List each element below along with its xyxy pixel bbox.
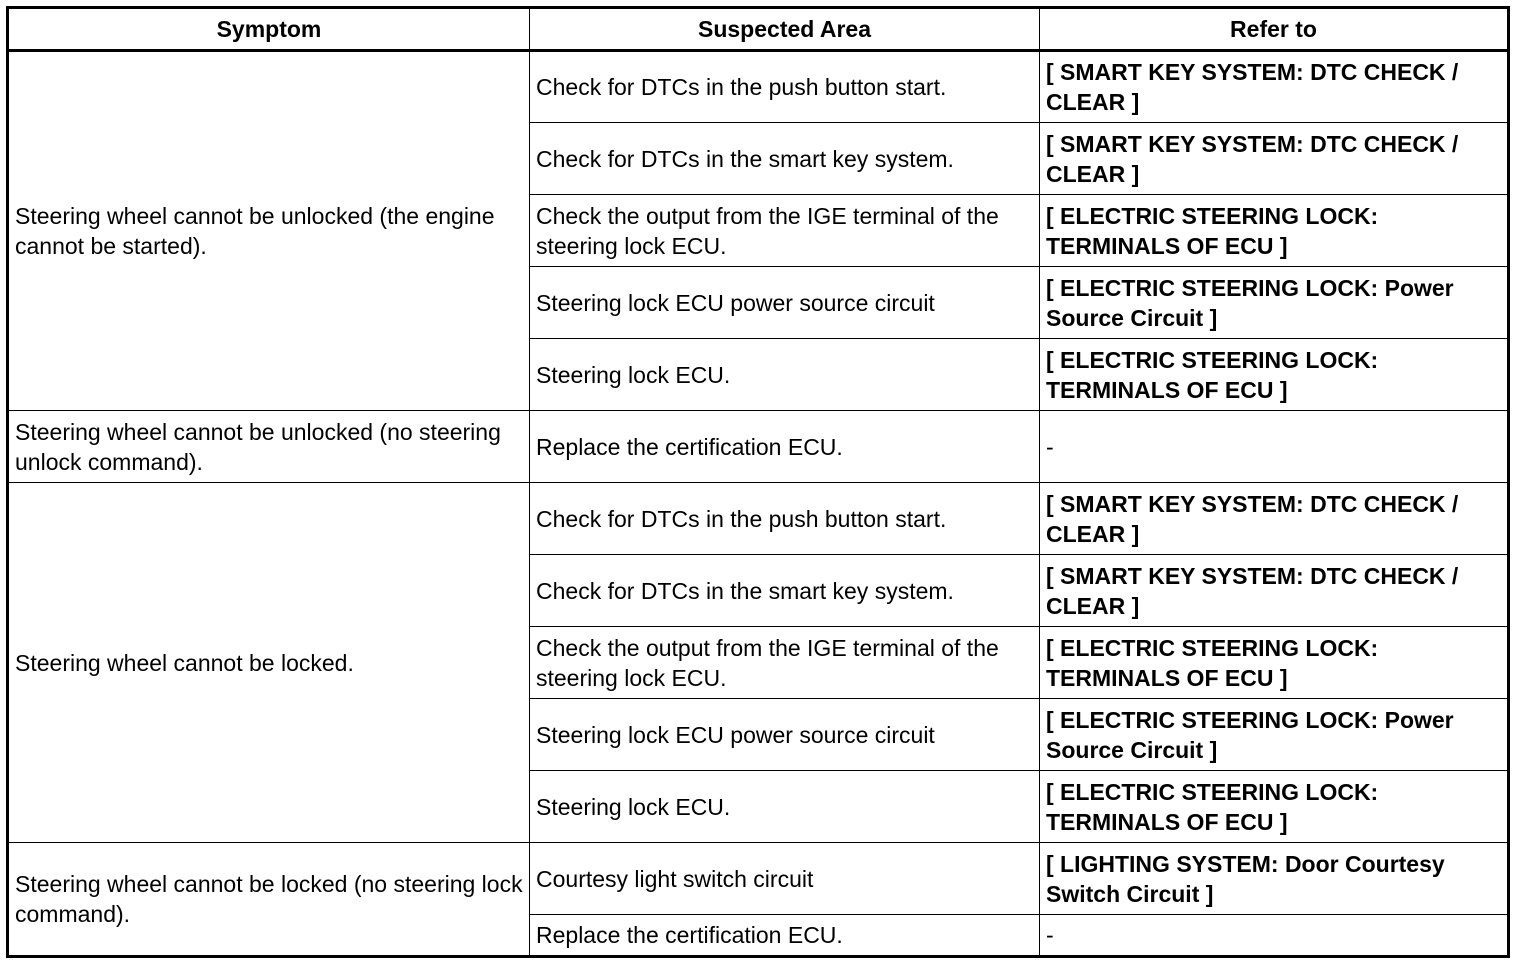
header-row [8, 8, 1509, 51]
refer-to-cell: [ ELECTRIC STEERING LOCK: TERMINALS OF ECU ] [1040, 627, 1509, 699]
suspected-area-cell: Steering lock ECU. [530, 771, 1040, 843]
suspected-area-cell: Steering lock ECU power source circuit [530, 267, 1040, 339]
refer-to-cell: [ LIGHTING SYSTEM: Door Courtesy Switch Circuit ] [1040, 843, 1509, 915]
suspected-area-cell: Steering lock ECU. [530, 339, 1040, 411]
symptom-cell: Steering wheel cannot be locked (no steering lock command). [8, 843, 530, 957]
suspected-area-cell: Check the output from the IGE terminal of the steering lock ECU. [530, 195, 1040, 267]
table-row [8, 411, 1509, 483]
refer-to-cell: [ SMART KEY SYSTEM: DTC CHECK / CLEAR ] [1040, 123, 1509, 195]
suspected-area-cell: Steering lock ECU power source circuit [530, 699, 1040, 771]
symptom-cell: Steering wheel cannot be locked. [8, 483, 530, 843]
refer-to-cell: [ ELECTRIC STEERING LOCK: TERMINALS OF ECU ] [1040, 339, 1509, 411]
suspected-area-cell: Replace the certification ECU. [530, 915, 1040, 957]
header-refer-to: Refer to [1040, 8, 1509, 51]
symptom-cell: Steering wheel cannot be unlocked (no steering unlock command). [8, 411, 530, 483]
symptom-cell: Steering wheel cannot be unlocked (the engine cannot be started). [8, 51, 530, 411]
refer-to-cell: - [1040, 411, 1509, 483]
symptom-table [6, 6, 1510, 958]
suspected-area-cell: Check the output from the IGE terminal of the steering lock ECU. [530, 627, 1040, 699]
suspected-area-cell: Courtesy light switch circuit [530, 843, 1040, 915]
suspected-area-cell: Replace the certification ECU. [530, 411, 1040, 483]
suspected-area-cell: Check for DTCs in the smart key system. [530, 123, 1040, 195]
table-row [8, 843, 1509, 915]
header-symptom: Symptom [8, 8, 530, 51]
suspected-area-cell: Check for DTCs in the smart key system. [530, 555, 1040, 627]
table-row [8, 51, 1509, 123]
refer-to-cell: [ SMART KEY SYSTEM: DTC CHECK / CLEAR ] [1040, 483, 1509, 555]
refer-to-cell: [ ELECTRIC STEERING LOCK: Power Source Circuit ] [1040, 699, 1509, 771]
refer-to-cell: [ ELECTRIC STEERING LOCK: Power Source Circuit ] [1040, 267, 1509, 339]
suspected-area-cell: Check for DTCs in the push button start. [530, 483, 1040, 555]
refer-to-cell: [ SMART KEY SYSTEM: DTC CHECK / CLEAR ] [1040, 51, 1509, 123]
suspected-area-cell: Check for DTCs in the push button start. [530, 51, 1040, 123]
table-row [8, 483, 1509, 555]
refer-to-cell: [ ELECTRIC STEERING LOCK: TERMINALS OF ECU ] [1040, 771, 1509, 843]
refer-to-cell: [ SMART KEY SYSTEM: DTC CHECK / CLEAR ] [1040, 555, 1509, 627]
refer-to-cell: [ ELECTRIC STEERING LOCK: TERMINALS OF ECU ] [1040, 195, 1509, 267]
refer-to-cell: - [1040, 915, 1509, 957]
header-suspected-area: Suspected Area [530, 8, 1040, 51]
